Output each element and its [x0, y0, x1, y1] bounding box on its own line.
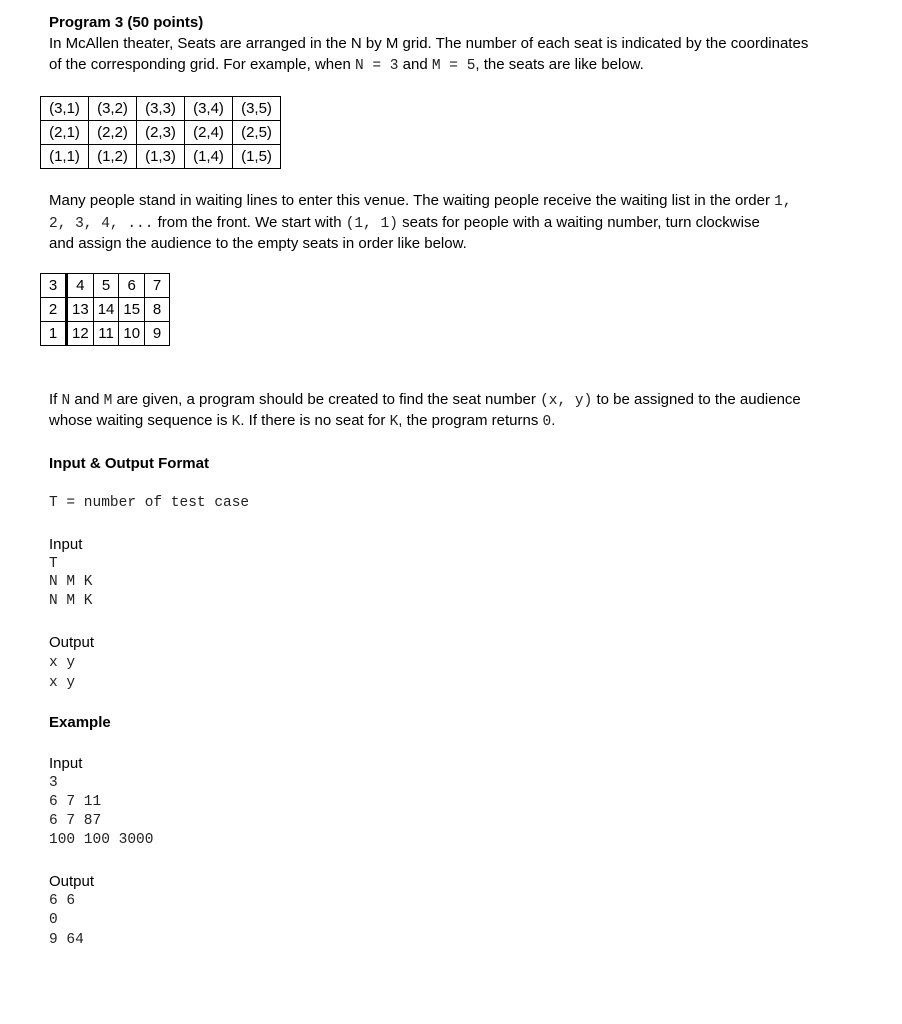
grid-cell: (3,1) — [41, 97, 89, 121]
grid-row — [41, 322, 170, 346]
grid-row — [41, 121, 281, 145]
grid-cell: (1,1) — [41, 145, 89, 169]
task-code: K — [231, 414, 241, 430]
grid-cell: (2,1) — [41, 121, 89, 145]
grid-cell: 14 — [93, 298, 119, 322]
io-input-line: T — [49, 556, 58, 572]
intro-line-1: In McAllen theater, Seats are arranged in the N by M grid. The number of each seat is indicated by the coordinates — [49, 35, 809, 52]
intro-m-code: M = 5 — [431, 58, 476, 74]
grid-cell: (1,3) — [137, 145, 185, 169]
seat-coordinate-grid — [40, 96, 281, 169]
grid-cell: 6 — [119, 274, 145, 298]
intro-text: of the corresponding grid. For example, when — [49, 56, 355, 73]
seat-order-grid — [40, 273, 170, 346]
task-text: whose waiting sequence is — [49, 412, 232, 429]
grid-cell: 13 — [67, 298, 94, 322]
waiting-code: 2, 3, 4, ... — [49, 216, 154, 232]
waiting-code: 1, — [774, 194, 792, 210]
grid-cell: (3,5) — [233, 97, 281, 121]
waiting-line-1 — [49, 192, 792, 210]
example-input-label: Input — [49, 755, 83, 772]
task-text: . If there is no seat for — [240, 412, 390, 429]
grid-cell: 3 — [41, 274, 67, 298]
example-input-line: 100 100 3000 — [49, 832, 154, 848]
intro-text: , the seats are like below. — [475, 56, 644, 73]
task-text: are given, a program should be created to find the seat number — [112, 391, 541, 408]
grid-row — [41, 97, 281, 121]
example-heading: Example — [49, 714, 111, 731]
grid-cell: 10 — [119, 322, 145, 346]
task-text: , the program returns — [398, 412, 543, 429]
grid-cell: (2,3) — [137, 121, 185, 145]
io-input-label: Input — [49, 536, 83, 553]
task-text: If — [49, 391, 62, 408]
grid-cell: (3,3) — [137, 97, 185, 121]
waiting-code: (1, 1) — [345, 216, 398, 232]
example-output-line: 6 6 — [49, 893, 76, 909]
example-input-line: 6 7 11 — [49, 794, 102, 810]
grid-row — [41, 145, 281, 169]
grid-row — [41, 274, 170, 298]
io-output-line: x y — [49, 675, 76, 691]
grid-cell: (1,5) — [233, 145, 281, 169]
grid-cell: 12 — [67, 322, 94, 346]
grid-cell: (2,5) — [233, 121, 281, 145]
grid-cell: 4 — [67, 274, 94, 298]
waiting-text: seats for people with a waiting number, turn clockwise — [397, 214, 760, 231]
intro-n-code: N = 3 — [355, 58, 399, 74]
grid-cell: 5 — [93, 274, 119, 298]
task-text: and — [70, 391, 104, 408]
grid-cell: 9 — [145, 322, 170, 346]
task-line-2 — [49, 412, 555, 430]
io-output-line: x y — [49, 655, 76, 671]
waiting-line-3: and assign the audience to the empty seats in order like below. — [49, 235, 467, 252]
grid-cell: (2,2) — [89, 121, 137, 145]
waiting-line-2 — [49, 214, 760, 232]
example-input-line: 3 — [49, 775, 58, 791]
io-output-label: Output — [49, 634, 95, 651]
task-code: 0 — [542, 414, 552, 430]
grid-cell: 15 — [119, 298, 145, 322]
task-code: K — [389, 414, 399, 430]
example-output-label: Output — [49, 873, 95, 890]
task-text: to be assigned to the audience — [592, 391, 801, 408]
task-text: . — [551, 412, 556, 429]
grid-cell: 7 — [145, 274, 170, 298]
waiting-text: from the front. We start with — [153, 214, 346, 231]
grid-cell: (2,4) — [185, 121, 233, 145]
grid-cell: 11 — [93, 322, 119, 346]
test-case-definition: T = number of test case — [49, 495, 250, 511]
example-output-line: 0 — [49, 912, 58, 928]
example-input-line: 6 7 87 — [49, 813, 102, 829]
grid-cell: (1,4) — [185, 145, 233, 169]
intro-line-2 — [49, 56, 644, 74]
task-code: (x, y) — [540, 393, 593, 409]
grid-cell: (3,4) — [185, 97, 233, 121]
io-input-line: N M K — [49, 593, 93, 609]
grid-cell: (3,2) — [89, 97, 137, 121]
grid-row — [41, 298, 170, 322]
waiting-text: Many people stand in waiting lines to enter this venue. The waiting people receive the waiting list in the order — [49, 192, 775, 209]
task-code: M — [103, 393, 113, 409]
grid-cell: (1,2) — [89, 145, 137, 169]
io-input-line: N M K — [49, 574, 93, 590]
example-output-line: 9 64 — [49, 932, 84, 948]
grid-cell: 8 — [145, 298, 170, 322]
grid-cell: 2 — [41, 298, 67, 322]
intro-text: and — [398, 56, 432, 73]
grid-cell: 1 — [41, 322, 67, 346]
task-code: N — [61, 393, 71, 409]
task-line-1 — [49, 391, 801, 409]
io-format-heading: Input & Output Format — [49, 455, 209, 472]
page-title: Program 3 (50 points) — [49, 14, 204, 31]
